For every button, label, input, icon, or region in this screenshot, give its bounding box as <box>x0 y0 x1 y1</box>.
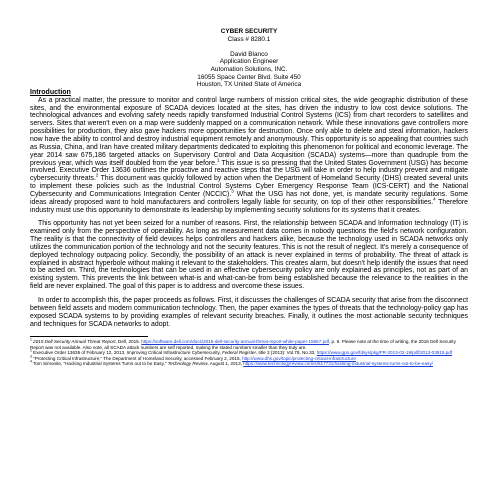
document-header <box>30 28 468 89</box>
company-name: Automation Solutions, INC. <box>210 65 288 73</box>
footnote-2: $^2$ Executive Order 13636 of February 12, 2013, Improving Critical Infrastructure Cybersecurity, Federal Register, title 3 (2013): Vol.78, No.33, https://www.gpo.gov/fdsys/pkg/FR-2013-02-19/pdf/2013-03915.pdf <box>30 348 453 356</box>
footnote-4-link[interactable]: https://www.technologyreview.com/s/517731/hacking-industrial-systems-turns-out-to-be-easy/ <box>243 361 433 367</box>
footnote-1: $^1$ 2015 Dell Security Annual Threat Report, Dell, 2015. https://software.dell.com/docs/2015-dell-security-annual-threat-report-white-paper-15657.pdf, p. 8. Please note at the time of writing, the 2016 Dell Security Report was not available. Also note, all SCADA attack numbers are self reported, making the stated numbers smaller than they truly are. <box>30 337 456 350</box>
paragraph-1: As a practical matter, the pressure to monitor and control large numbers of mission critical sites, the wide geographic distribution of these sites, and the environmental exposure of SCADA devices located at the sites, has driven the industry to low cost device solutions. The technological advances and evolving safety needs rapidly transformed Industrial Control Systems (ICS) from chart recorders to satellites and servers. Sites that weren't even on a map were suddenly mapped on a communication network. While these innovations gave controllers more possibilities for production, they also gave hackers more opportunities for destruction. Once only able to delete and steal information, hackers now have the ability to control and destroy industrial equipment remotely and anonymously. This opportunity is so appealing that countries such as Russia, China, and Iran have created military departments dedicated to exploiting this phenomenon for political and economic leverage. The year 2014 saw 675,186 targeted attacks on Supervisory Control and Data Acquisition (SCADA) systems—more than quadruple from the previous year, which was itself doubled from the year before.$^1$ This issue is so pressing that the United States Government (USG) has become involved. Executive Order 13636 outlines the proactive and reactive steps that the USG will take in order to help industry prevent and mitigate cybersecurity threats.$^2$ This document was quickly followed by action when the Department of Homeland Security (DHS) created several units to implement these policies such as the Industrial Control Systems Cyber Emergency Response Team (ICS-CERT) and the National Cybersecurity and Communications Integration Center (NCCIC).$^3$ What the USG has not done, yet, is mandate security regulations. Some ideas already proposed want to hold manufacturers and controllers legally liable for security, on top of their other responsibilities.$^4$ Therefore industry must use this opportunity to demonstrate its leadership by implementing security solutions for its systems that it creates. <box>30 96 468 214</box>
section-heading: Introduction <box>30 88 71 96</box>
address-line-2: Houston, TX United State of America <box>196 81 302 89</box>
document-title: CYBER SECURITY <box>220 28 278 35</box>
footnote-2-link[interactable]: https://www.gpo.gov/fdsys/pkg/FR-2013-02-19/pdf/2013-03915.pdf <box>316 350 453 356</box>
footnote-3-link[interactable]: http://www.dhs.gov/topic/protecting-critical-infrastructure <box>242 355 356 361</box>
footnote-divider <box>30 336 148 337</box>
paragraph-2: This opportunity has not yet been seized for a number of reasons. First, the relationship between SCADA and Information technology (IT) is examined only from the perspective of operability. As long as measurement data comes in nobody questions the field's network configuration. The reality is that the connectivity of field devices helps controllers and hackers alike, because the technology used in SCADA networks only utilizes the communication portion of the technology and not the security features. This is not the result of neglect. It's merely a consequence of deployed technology outpacing policy. Secondly, the possibility of an attack is never explained in terms of probability. The threat of attack is explained in abstract hyperbole without making it relevant to the stakeholders. This creates alarm, but doesn't help identify the issues that need to be acted on. Third, the technologies that can be used in an effective cybersecurity policy are only explained as principles, not as part of an existing system. This prevents the link between what-is and what-can-be from being established because the relevance to the realities in the field are never explained. The goal of this paper is to address and overcome these issues. <box>30 220 468 291</box>
paragraph-3: In order to accomplish this, the paper proceeds as follows. First, it discusses the challenges of SCADA security that arise from the disconnect between field assets and modern communication technology. Then, the paper examines the types of threats that the technology-policy gap has exposed SCADA systems to by providing examples of relevant security breaches. Finally, it outlines the most actionable security techniques and techniques for SCADA networks to adopt. <box>30 297 468 328</box>
author-role: Application Engineer <box>219 58 279 66</box>
footnote-1-link[interactable]: https://software.dell.com/docs/2015-dell-security-annual-threat-report-white-paper-15657.pdf <box>141 339 329 345</box>
class-number: Class # 8280.1 <box>227 35 271 43</box>
document-page <box>30 28 468 367</box>
author-name: David Blanco <box>230 50 268 58</box>
footnote-4: $^4$ Tom Simonite, "Hacking Industrial Systems Turns out to be Easy," Technology Review, August 1, 2013, https://www.technologyreview.com/s/517731/hacking-industrial-systems-turns-out-to-be-easy/ <box>30 359 433 367</box>
footnote-3: $^3$ "Protecting Critical Infrastructure," The Department of Homeland Security, accessed February 2, 2015, http://www.dhs.gov/topic/protecting-critical-infrastructure <box>30 354 356 361</box>
address-line-1: 16055 Space Center Blvd. Suite 450 <box>197 73 301 81</box>
